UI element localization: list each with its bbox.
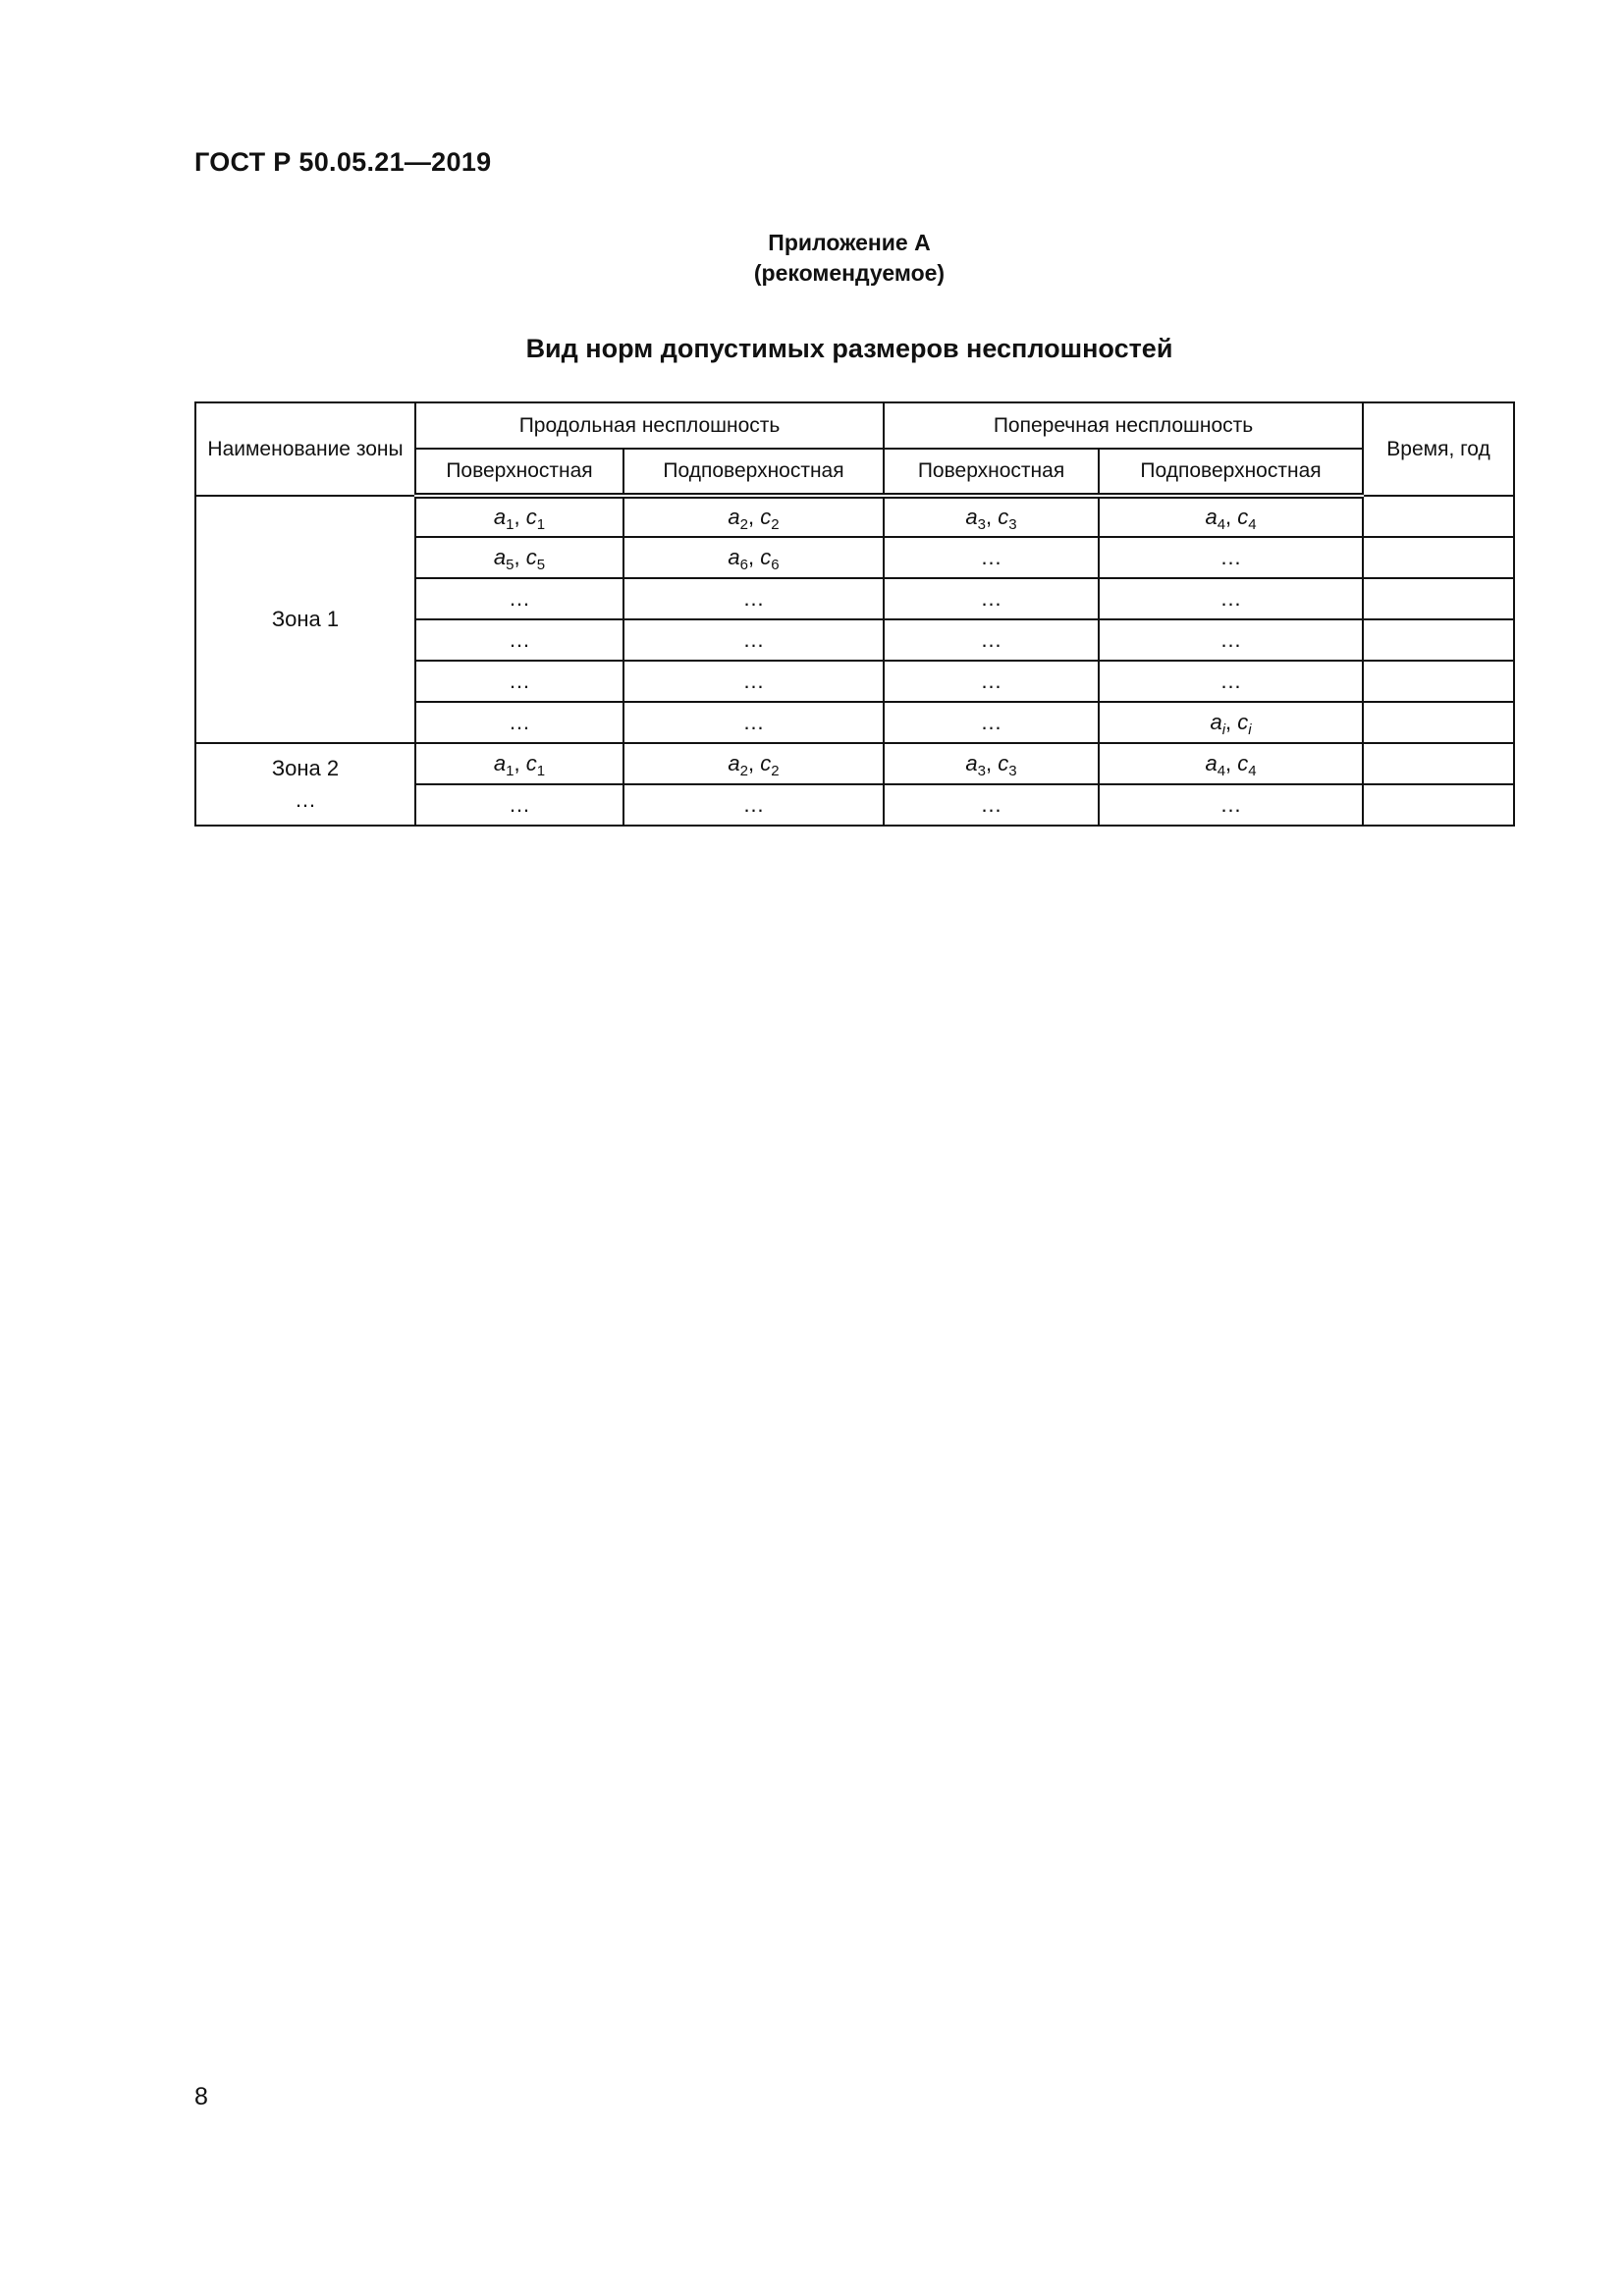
table-row [195,496,1514,537]
norm-cell: $a_1$, $c_1$ [415,743,623,784]
header-transverse-surface: Поверхностная [884,449,1099,496]
header-zone-name: Наименование зоны [195,402,415,496]
ellipsis-cell: … [884,619,1099,661]
ellipsis-cell: … [415,661,623,702]
norm-cell: $a_3$, $c_3$ [884,496,1099,537]
header-transverse-subsurface: Подповерхностная [1099,449,1363,496]
table-row [195,743,1514,784]
time-cell [1363,661,1514,702]
header-longitudinal: Продольная несплошность [415,402,884,449]
ellipsis-cell: … [415,702,623,743]
norm-cell: $a_4$, $c_4$ [1099,496,1363,537]
header-longitudinal-subsurface: Подповерхностная [623,449,884,496]
time-cell [1363,619,1514,661]
norm-cell: $a_i$, $c_i$ [1099,702,1363,743]
zone-1-name: Зона 1 [271,607,340,631]
ellipsis-cell: … [1099,619,1363,661]
zone-1-cell [195,496,415,743]
ellipsis-cell: … [1099,537,1363,578]
header-transverse: Поперечная несплошность [884,402,1363,449]
norm-cell: $a_2$, $c_2$ [623,496,884,537]
ellipsis-cell: … [415,784,623,826]
norm-cell: $a_2$, $c_2$ [623,743,884,784]
ellipsis-cell: … [623,702,884,743]
norms-table [194,401,1515,827]
ellipsis-cell: … [1099,661,1363,702]
document-code: ГОСТ Р 50.05.21—2019 [194,147,492,177]
annex-status: (рекомендуемое) [753,260,946,286]
annex-heading [0,228,1624,289]
ellipsis-cell: … [1099,784,1363,826]
time-cell [1363,496,1514,537]
time-cell [1363,578,1514,619]
norm-cell: $a_6$, $c_6$ [623,537,884,578]
page-number: 8 [194,2083,208,2110]
annex-label: Приложение А [768,230,931,255]
header-longitudinal-surface: Поверхностная [415,449,623,496]
ellipsis-cell: … [884,702,1099,743]
ellipsis-cell: … [884,578,1099,619]
ellipsis-cell: … [415,578,623,619]
time-cell [1363,743,1514,784]
ellipsis-cell: … [623,784,884,826]
ellipsis-cell: … [623,619,884,661]
ellipsis-cell: … [884,661,1099,702]
zone-2-cell [195,743,415,826]
header-time: Время, год [1363,402,1514,496]
ellipsis-cell: … [884,537,1099,578]
table-title: Вид норм допустимых размеров несплошностей [525,334,1173,363]
zone-2-name: Зона 2 [271,756,340,780]
norm-cell: $a_1$, $c_1$ [415,496,623,537]
ellipsis-cell: … [623,578,884,619]
norm-cell: $a_4$, $c_4$ [1099,743,1363,784]
time-cell [1363,784,1514,826]
time-cell [1363,702,1514,743]
zone-2-continuation: … [295,787,316,812]
time-cell [1363,537,1514,578]
norm-cell: $a_3$, $c_3$ [884,743,1099,784]
ellipsis-cell: … [415,619,623,661]
ellipsis-cell: … [623,661,884,702]
ellipsis-cell: … [884,784,1099,826]
ellipsis-cell: … [1099,578,1363,619]
norm-cell: $a_5$, $c_5$ [415,537,623,578]
